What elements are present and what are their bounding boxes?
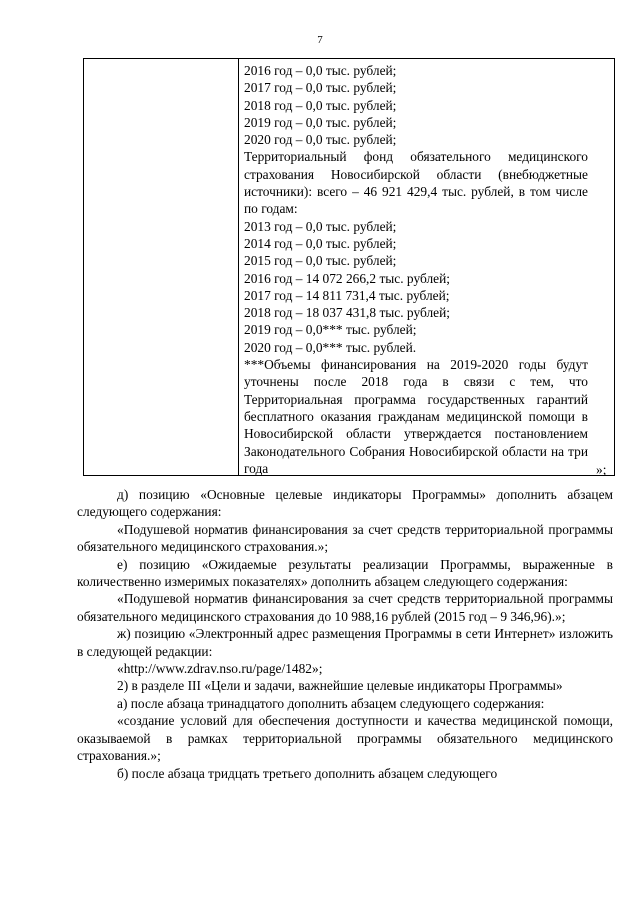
table-closing-quote: »;	[596, 462, 607, 477]
cell-line: 2016 год – 14 072 266,2 тыс. рублей;	[244, 270, 450, 286]
cell-paragraph: Территориальный фонд обязательного медицинского страхования Новосибирской области (внебюджетные источники): всего – 46 921 429,4 тыс. рублей, в том числе по годам:	[244, 149, 588, 217]
cell-line: 2013 год – 0,0 тыс. рублей;	[244, 218, 397, 234]
cell-line: 2017 год – 14 811 731,4 тыс. рублей;	[244, 287, 450, 303]
paragraph: «Подушевой норматив финансирования за счет средств территориальной программы обязательного медицинского страхования.»;	[77, 521, 613, 555]
cell-line: 2018 год – 18 037 431,8 тыс. рублей;	[244, 305, 450, 321]
cell-line: 2020 год – 0,0 тыс. рублей;	[244, 132, 397, 148]
paragraph: а) после абзаца тринадцатого дополнить абзацем следующего содержания:	[117, 695, 545, 711]
column-divider	[238, 59, 239, 475]
cell-footnote: ***Объемы финансирования на 2019-2020 годы будут уточнены после 2018 года в связи с тем, что Территориальная программа государственных гарантий бесплатного оказания гражданам медицинской помощи в Новосибирской области утверждается постановлением Законодательного Собрания Новосибирской области на три года	[244, 357, 588, 476]
paragraph: «http://www.zdrav.nso.ru/page/1482»;	[117, 661, 323, 677]
cell-line: 2017 год – 0,0 тыс. рублей;	[244, 80, 397, 96]
cell-line: 2019 год – 0,0*** тыс. рублей;	[244, 322, 417, 338]
cell-line: 2016 год – 0,0 тыс. рублей;	[244, 63, 397, 78]
paragraph: е) позицию «Ожидаемые результаты реализации Программы, выраженные в количественно измеримых показателях» дополнить абзацем следующего содержания:	[77, 556, 613, 590]
paragraph: 2) в разделе III «Цели и задачи, важнейшие целевые индикаторы Программы»	[117, 678, 563, 694]
paragraph: б) после абзаца тридцать третьего дополнить абзацем следующего	[117, 765, 498, 781]
funding-table	[83, 58, 615, 476]
paragraph: «Подушевой норматив финансирования за счет средств территориальной программы обязательного медицинского страхования до 10 988,16 рублей (2015 год – 9 346,96).»;	[77, 591, 613, 624]
paragraph: ж) позицию «Электронный адрес размещения Программы в сети Интернет» изложить в следующей редакции:	[77, 626, 613, 659]
cell-line: 2020 год – 0,0*** тыс. рублей.	[244, 339, 417, 355]
cell-line: 2014 год – 0,0 тыс. рублей;	[244, 235, 397, 251]
document-body	[77, 486, 613, 782]
paragraph: «создание условий для обеспечения доступности и качества медицинской помощи, оказываемой в рамках территориальной программы обязательного медицинского страхования.»;	[77, 713, 613, 764]
funding-cell	[244, 62, 588, 477]
page-number: 7	[317, 34, 323, 46]
cell-line: 2015 год – 0,0 тыс. рублей;	[244, 253, 397, 269]
cell-line: 2018 год – 0,0 тыс. рублей;	[244, 97, 397, 113]
cell-line: 2019 год – 0,0 тыс. рублей;	[244, 114, 397, 130]
paragraph: д) позицию «Основные целевые индикаторы Программы» дополнить абзацем следующего содержания:	[77, 487, 613, 520]
